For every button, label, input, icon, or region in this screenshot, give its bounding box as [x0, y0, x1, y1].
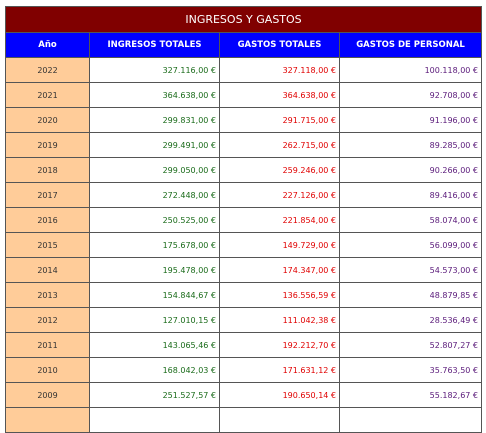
year-cell: 2021 — [6, 83, 90, 108]
ingresos-cell: 299.050,00 € — [90, 158, 220, 183]
column-header-gastos: GASTOS TOTALES — [220, 33, 340, 58]
gastos-cell — [220, 408, 340, 433]
table-row — [6, 358, 482, 383]
table-title-row — [6, 7, 482, 33]
gastos-cell: 149.729,00 € — [220, 233, 340, 258]
table-row — [6, 158, 482, 183]
year-cell: 2017 — [6, 183, 90, 208]
personal-cell: 89.285,00 € — [340, 133, 482, 158]
ingresos-cell: 251.527,57 € — [90, 383, 220, 408]
year-cell: 2009 — [6, 383, 90, 408]
gastos-cell: 136.556,59 € — [220, 283, 340, 308]
table-row — [6, 308, 482, 333]
gastos-cell: 192.212,70 € — [220, 333, 340, 358]
table-row — [6, 133, 482, 158]
personal-cell: 89.416,00 € — [340, 183, 482, 208]
year-cell: 2015 — [6, 233, 90, 258]
table-row — [6, 258, 482, 283]
ingresos-cell: 154.844,67 € — [90, 283, 220, 308]
gastos-cell: 221.854,00 € — [220, 208, 340, 233]
column-header-personal: GASTOS DE PERSONAL — [340, 33, 482, 58]
table-row — [6, 233, 482, 258]
year-cell: 2013 — [6, 283, 90, 308]
gastos-cell: 327.118,00 € — [220, 58, 340, 83]
table-body — [6, 58, 482, 433]
gastos-cell: 364.638,00 € — [220, 83, 340, 108]
year-cell: 2018 — [6, 158, 90, 183]
ingresos-cell: 272.448,00 € — [90, 183, 220, 208]
ingresos-cell: 299.831,00 € — [90, 108, 220, 133]
gastos-cell: 111.042,38 € — [220, 308, 340, 333]
column-header-year: Año — [6, 33, 90, 58]
ingresos-cell: 168.042,03 € — [90, 358, 220, 383]
year-cell: 2020 — [6, 108, 90, 133]
year-cell: 2014 — [6, 258, 90, 283]
gastos-cell: 227.126,00 € — [220, 183, 340, 208]
year-cell — [6, 408, 90, 433]
table-row — [6, 183, 482, 208]
personal-cell: 28.536,49 € — [340, 308, 482, 333]
ingresos-cell: 364.638,00 € — [90, 83, 220, 108]
personal-cell: 100.118,00 € — [340, 58, 482, 83]
personal-cell: 54.573,00 € — [340, 258, 482, 283]
column-header-ingresos: INGRESOS TOTALES — [90, 33, 220, 58]
personal-cell: 91.196,00 € — [340, 108, 482, 133]
table-row — [6, 283, 482, 308]
table-row — [6, 383, 482, 408]
finance-table — [5, 6, 482, 433]
table-row — [6, 408, 482, 433]
personal-cell: 48.879,85 € — [340, 283, 482, 308]
year-cell: 2022 — [6, 58, 90, 83]
ingresos-cell: 299.491,00 € — [90, 133, 220, 158]
ingresos-cell: 175.678,00 € — [90, 233, 220, 258]
personal-cell: 56.099,00 € — [340, 233, 482, 258]
gastos-cell: 171.631,12 € — [220, 358, 340, 383]
table-row — [6, 208, 482, 233]
year-cell: 2011 — [6, 333, 90, 358]
year-cell: 2012 — [6, 308, 90, 333]
ingresos-cell: 143.065,46 € — [90, 333, 220, 358]
ingresos-cell: 195.478,00 € — [90, 258, 220, 283]
table-row — [6, 58, 482, 83]
gastos-cell: 291.715,00 € — [220, 108, 340, 133]
personal-cell: 55.182,67 € — [340, 383, 482, 408]
ingresos-cell: 127.010,15 € — [90, 308, 220, 333]
year-cell: 2016 — [6, 208, 90, 233]
personal-cell: 92.708,00 € — [340, 83, 482, 108]
personal-cell: 58.074,00 € — [340, 208, 482, 233]
table-row — [6, 108, 482, 133]
personal-cell: 52.807,27 € — [340, 333, 482, 358]
gastos-cell: 262.715,00 € — [220, 133, 340, 158]
ingresos-cell — [90, 408, 220, 433]
personal-cell: 35.763,50 € — [340, 358, 482, 383]
finance-table-container — [5, 6, 481, 433]
table-header-row — [6, 33, 482, 58]
personal-cell: 90.266,00 € — [340, 158, 482, 183]
table-title: INGRESOS Y GASTOS — [6, 7, 482, 33]
gastos-cell: 174.347,00 € — [220, 258, 340, 283]
table-row — [6, 333, 482, 358]
personal-cell — [340, 408, 482, 433]
gastos-cell: 259.246,00 € — [220, 158, 340, 183]
ingresos-cell: 250.525,00 € — [90, 208, 220, 233]
ingresos-cell: 327.116,00 € — [90, 58, 220, 83]
year-cell: 2019 — [6, 133, 90, 158]
year-cell: 2010 — [6, 358, 90, 383]
table-row — [6, 83, 482, 108]
gastos-cell: 190.650,14 € — [220, 383, 340, 408]
